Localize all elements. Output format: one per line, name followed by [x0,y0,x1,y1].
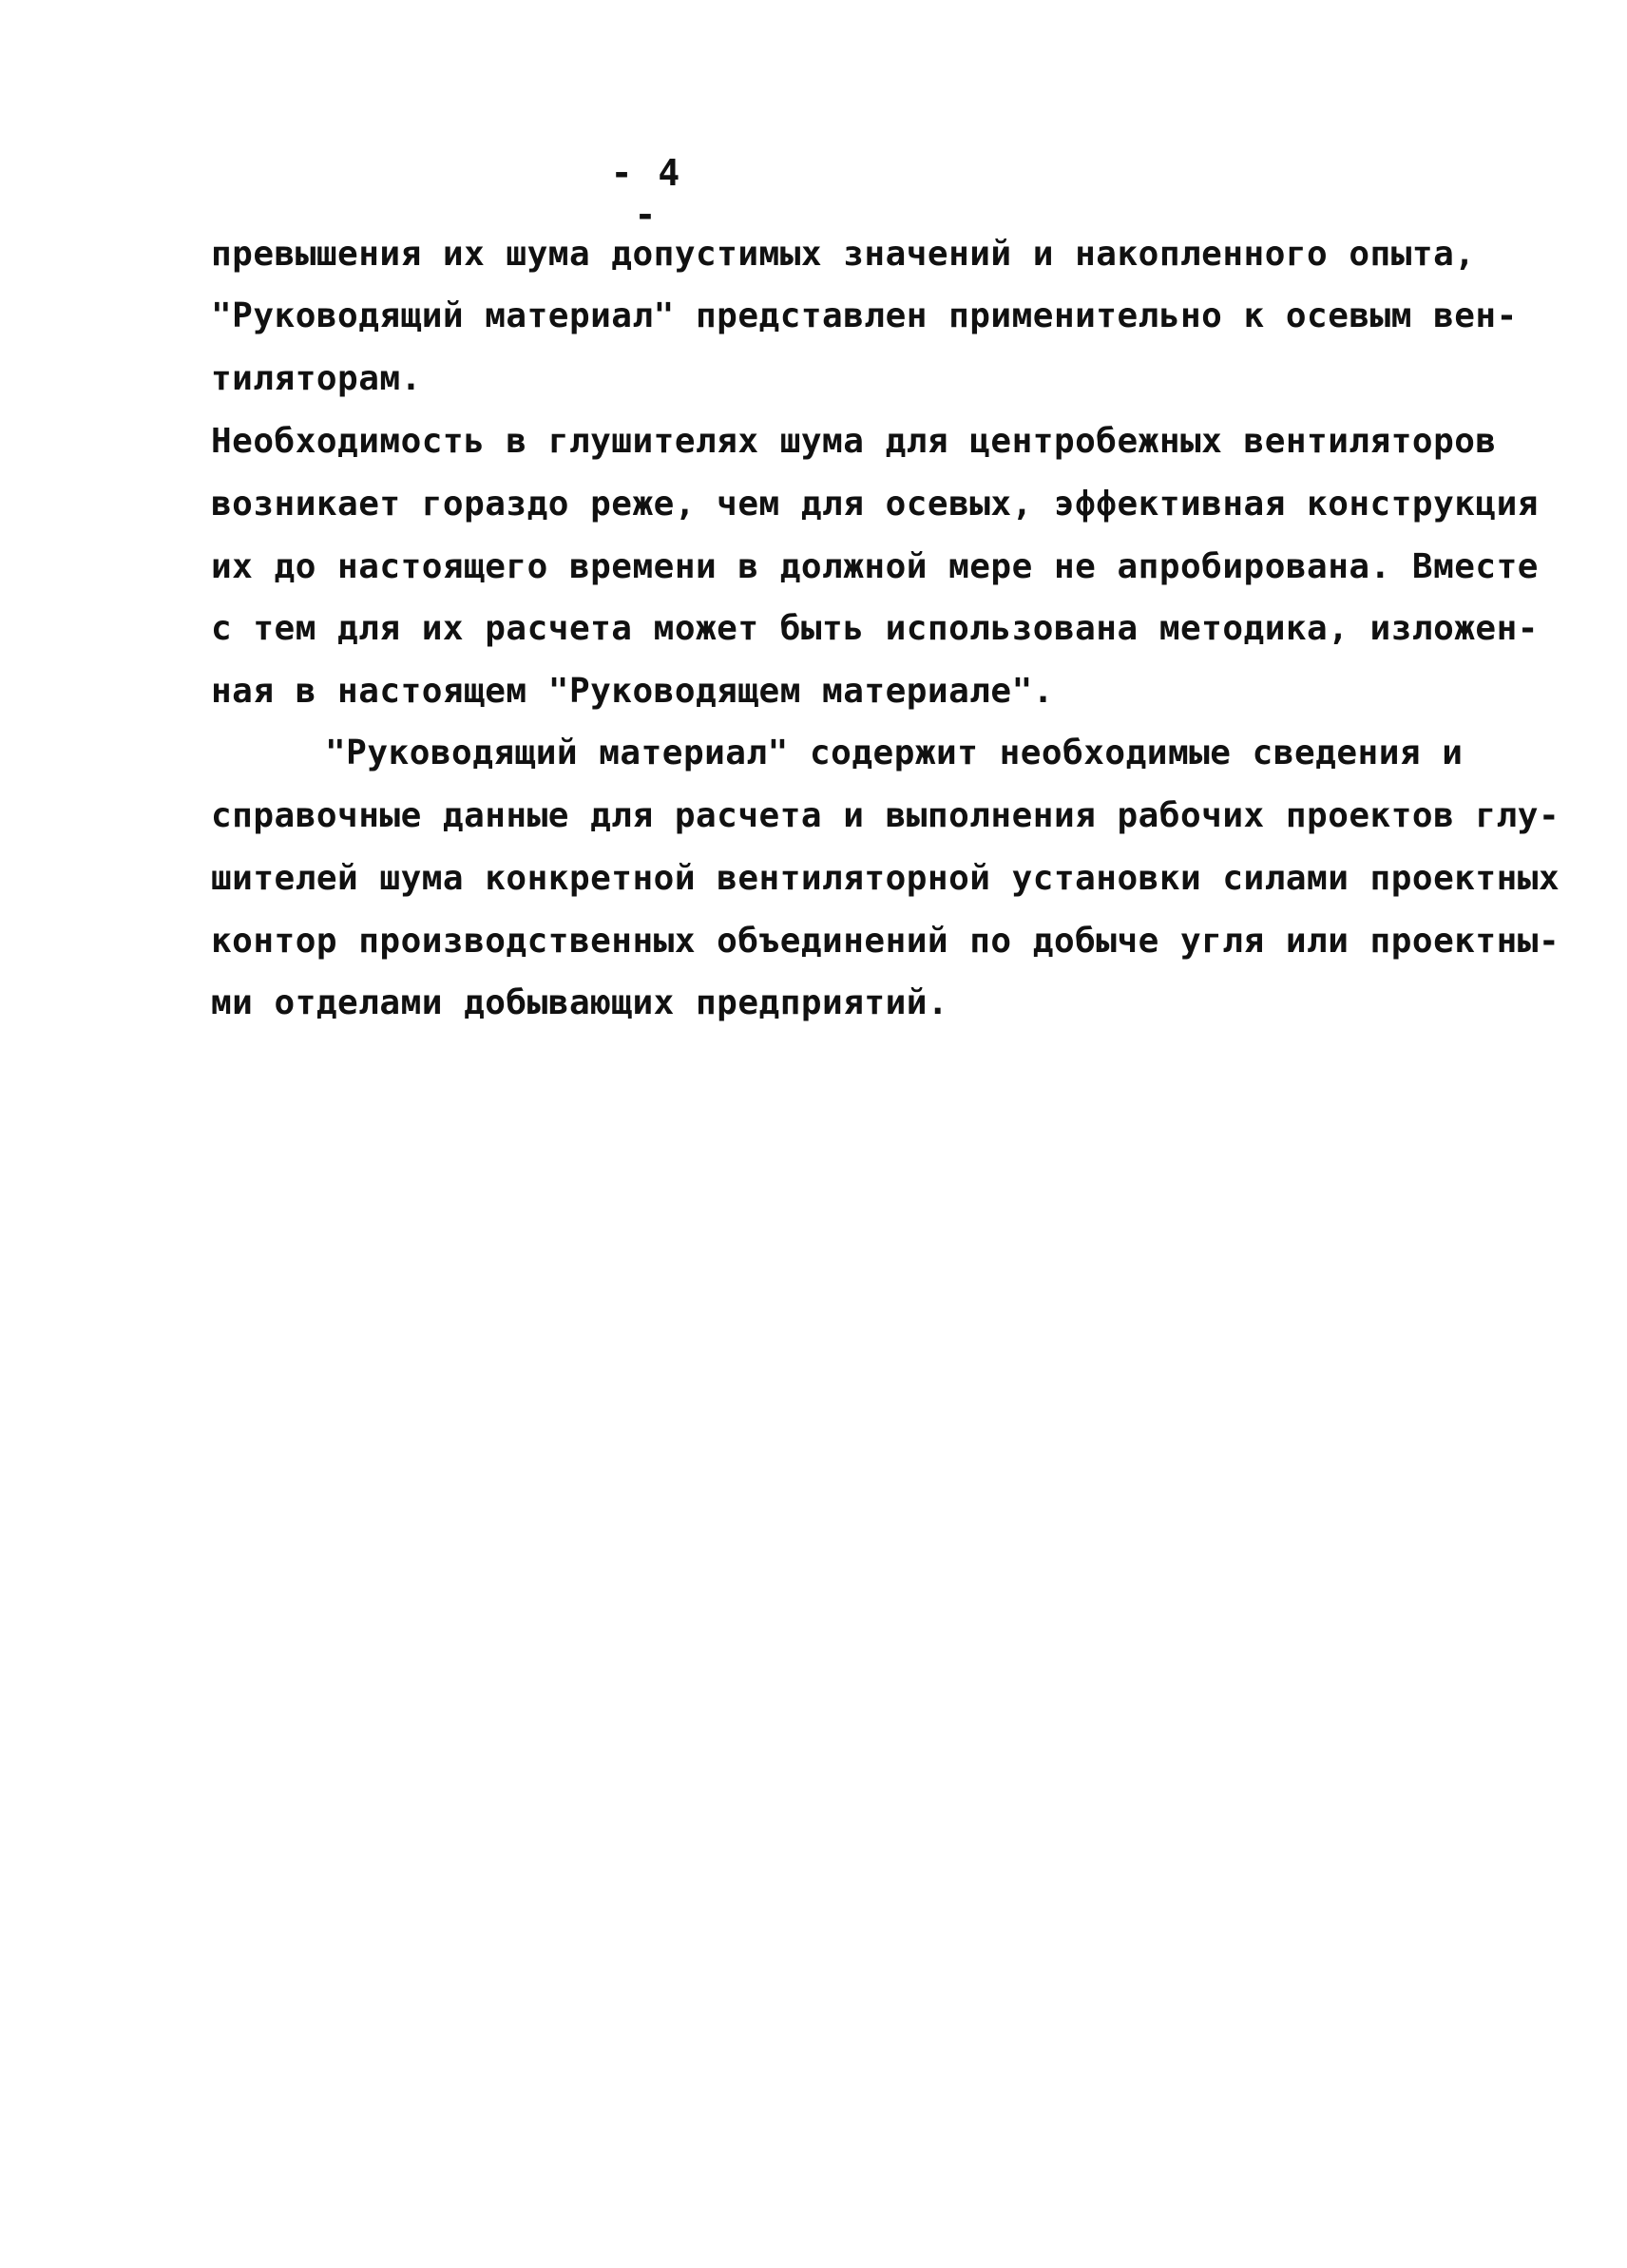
text-line: ми отделами добывающих предприятий. [211,983,949,1022]
text-line: контор производственных объединений по добыче угля или проектны- [211,922,1560,961]
page-number: - 4 - [610,152,682,236]
text-line: превышения их шума допустимых значений и накопленного опыта, [211,235,1476,274]
text-line: "Руководящий материал" представлен применительно к осевым вен- [211,296,1518,335]
text-line: справочные данные для расчета и выполнения рабочих проектов глу- [211,796,1560,835]
text-line: их до настоящего времени в должной мере не апробирована. Вместе [211,547,1539,586]
text-line: шителей шума конкретной вентиляторной установки силами проектных [211,859,1560,898]
text-line: с тем для их расчета может быть использована методика, изложен- [211,609,1539,648]
text-line: тиляторам. [211,359,422,398]
text-line: Необходимость в глушителях шума для центробежных вентиляторов [211,422,1497,461]
text-line: ная в настоящем "Руководящем материале". [211,672,1054,711]
text-line: "Руководящий материал" содержит необходимые сведения и [325,734,1464,772]
text-line: возникает гораздо реже, чем для осевых, эффективная конструкция [211,485,1539,524]
